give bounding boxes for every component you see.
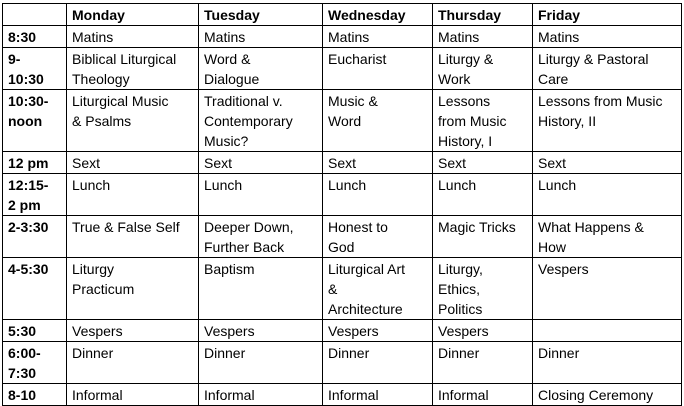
session-cell-thursday: Lessons from Music History, I (433, 90, 533, 152)
session-cell-thursday: Lunch (433, 174, 533, 216)
schedule-table (2, 3, 682, 406)
session-cell-friday: Vespers (533, 258, 682, 320)
table-row (3, 152, 682, 174)
session-cell-thursday: Liturgy, Ethics, Politics (433, 258, 533, 320)
table-row (3, 90, 682, 152)
session-cell-friday: Liturgy & Pastoral Care (533, 48, 682, 90)
session-cell-thursday: Dinner (433, 342, 533, 384)
session-cell-tuesday: Traditional v. Contemporary Music? (199, 90, 323, 152)
time-slot-cell: 12:15- 2 pm (3, 174, 67, 216)
table-row (3, 320, 682, 342)
session-cell-wednesday: Matins (323, 26, 433, 48)
session-cell-monday: True & False Self (67, 216, 199, 258)
time-slot-cell: 9- 10:30 (3, 48, 67, 90)
session-cell-monday: Liturgical Music & Psalms (67, 90, 199, 152)
time-slot-cell: 2-3:30 (3, 216, 67, 258)
session-cell-thursday: Sext (433, 152, 533, 174)
session-cell-thursday: Matins (433, 26, 533, 48)
session-cell-wednesday: Vespers (323, 320, 433, 342)
session-cell-tuesday: Vespers (199, 320, 323, 342)
session-cell-friday: Sext (533, 152, 682, 174)
session-cell-friday: Dinner (533, 342, 682, 384)
table-row (3, 342, 682, 384)
session-cell-monday: Liturgy Practicum (67, 258, 199, 320)
table-row (3, 384, 682, 406)
session-cell-friday: What Happens & How (533, 216, 682, 258)
time-slot-cell: 5:30 (3, 320, 67, 342)
session-cell-wednesday: Honest to God (323, 216, 433, 258)
day-header-thursday: Thursday (433, 4, 533, 26)
day-header-friday: Friday (533, 4, 682, 26)
day-header-monday: Monday (67, 4, 199, 26)
session-cell-monday: Vespers (67, 320, 199, 342)
time-slot-cell: 4-5:30 (3, 258, 67, 320)
session-cell-tuesday: Word & Dialogue (199, 48, 323, 90)
day-header-tuesday: Tuesday (199, 4, 323, 26)
session-cell-thursday: Vespers (433, 320, 533, 342)
session-cell-tuesday: Sext (199, 152, 323, 174)
table-row (3, 26, 682, 48)
session-cell-tuesday: Deeper Down, Further Back (199, 216, 323, 258)
session-cell-friday: Lunch (533, 174, 682, 216)
session-cell-wednesday: Liturgical Art & Architecture (323, 258, 433, 320)
day-header-wednesday: Wednesday (323, 4, 433, 26)
time-slot-cell: 8:30 (3, 26, 67, 48)
session-cell-thursday: Magic Tricks (433, 216, 533, 258)
session-cell-wednesday: Music & Word (323, 90, 433, 152)
session-cell-monday: Dinner (67, 342, 199, 384)
session-cell-friday (533, 320, 682, 342)
table-row (3, 258, 682, 320)
session-cell-friday: Matins (533, 26, 682, 48)
session-cell-monday: Lunch (67, 174, 199, 216)
session-cell-tuesday: Lunch (199, 174, 323, 216)
session-cell-thursday: Liturgy & Work (433, 48, 533, 90)
session-cell-friday: Closing Ceremony (533, 384, 682, 406)
session-cell-wednesday: Lunch (323, 174, 433, 216)
session-cell-monday: Informal (67, 384, 199, 406)
session-cell-wednesday: Dinner (323, 342, 433, 384)
time-slot-cell: 12 pm (3, 152, 67, 174)
time-slot-cell: 10:30- noon (3, 90, 67, 152)
header-row (3, 4, 682, 26)
session-cell-thursday: Informal (433, 384, 533, 406)
session-cell-tuesday: Baptism (199, 258, 323, 320)
time-slot-cell: 8-10 (3, 384, 67, 406)
session-cell-tuesday: Dinner (199, 342, 323, 384)
table-row (3, 216, 682, 258)
session-cell-tuesday: Informal (199, 384, 323, 406)
session-cell-monday: Biblical Liturgical Theology (67, 48, 199, 90)
session-cell-tuesday: Matins (199, 26, 323, 48)
header-corner-cell (3, 4, 67, 26)
table-row (3, 174, 682, 216)
session-cell-monday: Sext (67, 152, 199, 174)
session-cell-wednesday: Sext (323, 152, 433, 174)
table-row (3, 48, 682, 90)
session-cell-friday: Lessons from Music History, II (533, 90, 682, 152)
session-cell-wednesday: Eucharist (323, 48, 433, 90)
session-cell-wednesday: Informal (323, 384, 433, 406)
session-cell-monday: Matins (67, 26, 199, 48)
time-slot-cell: 6:00- 7:30 (3, 342, 67, 384)
